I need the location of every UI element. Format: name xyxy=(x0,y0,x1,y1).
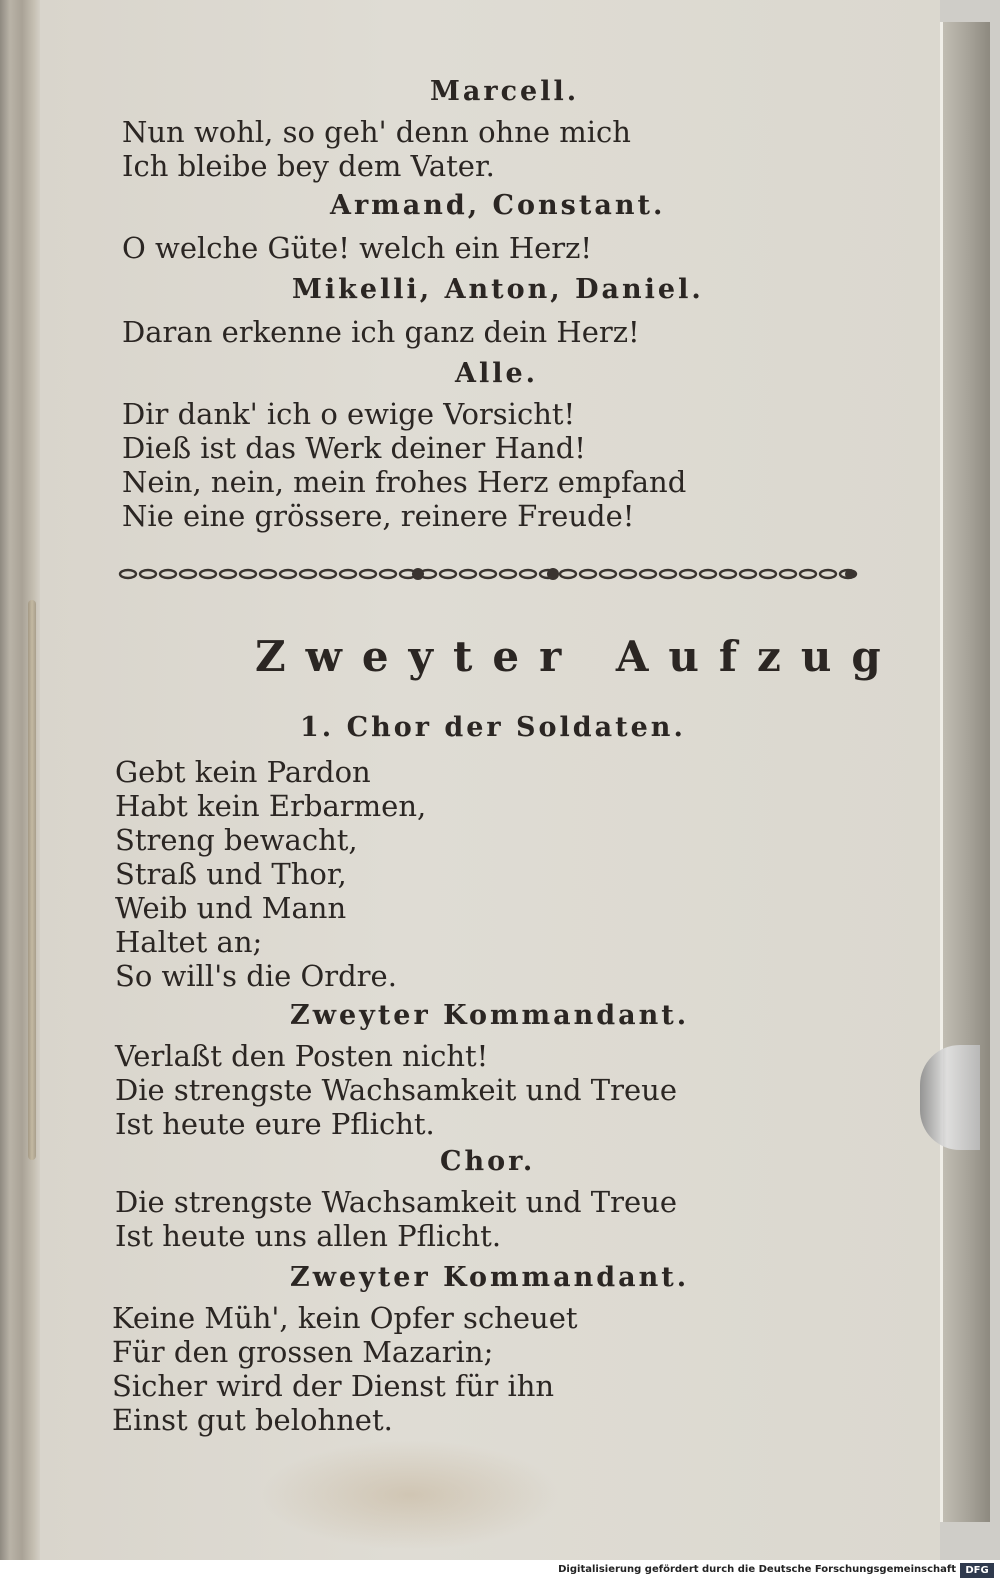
speaker-zweyter-kommandant: Zweyter Kommandant. xyxy=(290,1262,690,1293)
speaker-marcell: Marcell. xyxy=(430,76,580,107)
verse-line: Die strengste Wachsamkeit und Treue xyxy=(115,1185,678,1219)
verse-line: Dir dank' ich o ewige Vorsicht! xyxy=(122,397,576,431)
verse-line: O welche Güte! welch ein Herz! xyxy=(122,231,593,265)
speaker-chor: Chor. xyxy=(440,1146,536,1177)
verse-line: Verlaßt den Posten nicht! xyxy=(115,1039,489,1073)
verse-line: Dieß ist das Werk deiner Hand! xyxy=(122,431,586,465)
verse-line: Nun wohl, so geh' denn ohne mich xyxy=(122,115,631,149)
verse-line: Für den grossen Mazarin; xyxy=(112,1335,494,1369)
verse-line: Gebt kein Pardon xyxy=(115,755,371,789)
verse-line: Keine Müh', kein Opfer scheuet xyxy=(112,1301,578,1335)
digitization-footer xyxy=(0,1560,1000,1581)
bookmark-tab xyxy=(920,1045,980,1150)
binding-thread xyxy=(28,600,36,1160)
page-edges xyxy=(940,22,990,1522)
funding-credit: Digitalisierung gefördert durch die Deutsche Forschungsgemeinschaft xyxy=(558,1564,956,1575)
verse-line: So will's die Ordre. xyxy=(115,959,397,993)
verse-line: Ist heute eure Pflicht. xyxy=(115,1107,435,1141)
page-edge-line xyxy=(940,22,943,1522)
verse-line: Sicher wird der Dienst für ihn xyxy=(112,1369,555,1403)
verse-line: Einst gut belohnet. xyxy=(112,1403,393,1437)
verse-line: Die strengste Wachsamkeit und Treue xyxy=(115,1073,678,1107)
verse-line: Nie eine grössere, reinere Freude! xyxy=(122,499,635,533)
verse-line: Nein, nein, mein frohes Herz empfand xyxy=(122,465,687,499)
scene-heading: 1. Chor der Soldaten. xyxy=(300,712,686,743)
verse-line: Ich bleibe bey dem Vater. xyxy=(122,149,495,183)
verse-line: Ist heute uns allen Pflicht. xyxy=(115,1219,502,1253)
ornamental-rule xyxy=(118,566,858,582)
dfg-logo: DFG xyxy=(960,1563,994,1578)
speaker-alle: Alle. xyxy=(455,358,539,389)
speaker-zweyter-kommandant: Zweyter Kommandant. xyxy=(290,1000,690,1031)
verse-line: Weib und Mann xyxy=(115,891,347,925)
verse-line: Straß und Thor, xyxy=(115,857,347,891)
act-title: Zweyter Aufzug xyxy=(255,632,901,681)
verse-line: Streng bewacht, xyxy=(115,823,358,857)
speaker-mikelli-anton-daniel: Mikelli, Anton, Daniel. xyxy=(292,274,704,305)
verse-line: Habt kein Erbarmen, xyxy=(115,789,427,823)
verse-line: Haltet an; xyxy=(115,925,263,959)
paper-stain xyxy=(260,1440,560,1550)
speaker-armand-constant: Armand, Constant. xyxy=(330,190,666,221)
verse-line: Daran erkenne ich ganz dein Herz! xyxy=(122,315,640,349)
